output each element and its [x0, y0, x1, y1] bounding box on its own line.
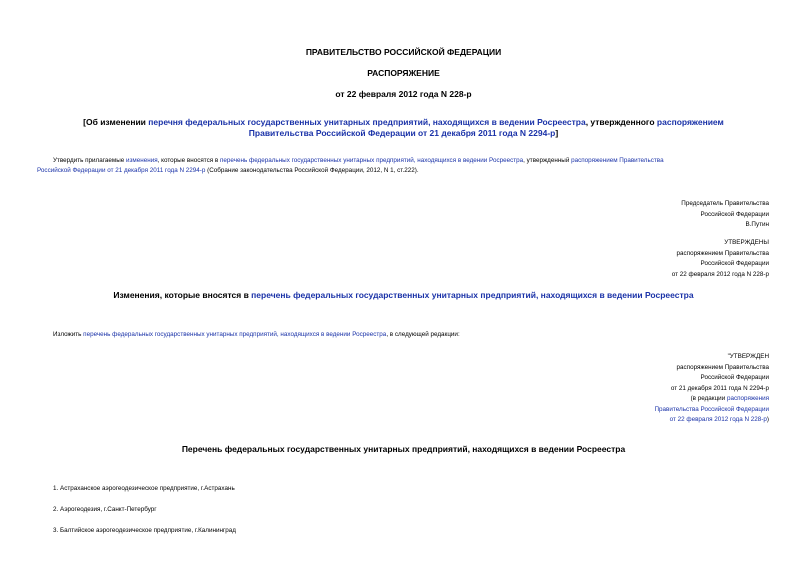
approved2-line6 [655, 405, 769, 416]
document-subject [0, 117, 807, 139]
body1-text-c: , утвержденный [523, 157, 572, 164]
approved2-line4: от 21 декабря 2011 года N 2294-р [670, 384, 769, 392]
body2-list-link[interactable]: перечень федеральных государственных унитарных предприятий, находящихся в ведении Росреестра [83, 331, 387, 338]
subject-order-link-cont[interactable]: Правительства Российской Федерации от 21 декабря 2011 года N 2294-р [248, 128, 556, 138]
approved2-line2: распоряжением Правительства [676, 363, 769, 371]
approved-line3: Российской Федерации [700, 260, 769, 267]
body1-text-d: (Собрание законодательства Российской Федерации, 2012, N 1, ст.222). [205, 167, 419, 174]
subject-open: [Об изменении [83, 117, 149, 127]
approved2-order-link-cont2[interactable]: от 22 февраля 2012 года N 228-р [669, 416, 767, 423]
signature-title: Председатель Правительства [681, 200, 769, 207]
order-link-cont[interactable]: Российской Федерации от 21 декабря 2011 года N 2294-р [37, 167, 206, 174]
changes-link[interactable]: изменения [126, 157, 158, 164]
list-item: 3. Балтийское аэрогеодезическое предприятие, г.Калининград [53, 527, 236, 534]
approved2-order-link[interactable]: распоряжения [726, 395, 769, 402]
subject-order-link[interactable]: распоряжением [656, 117, 724, 127]
list-item: 2. Аэрогеодезия, г.Санкт-Петербург [53, 506, 157, 513]
signature-block [681, 199, 769, 231]
subject-close: ] [555, 128, 559, 138]
approved-block [672, 238, 769, 280]
approved2-line5 [655, 394, 769, 405]
subject-mid: , утвержденного [585, 117, 657, 127]
changes-title-link[interactable]: перечень федеральных государственных унитарных предприятий, находящихся в ведении Росреестра [251, 290, 694, 300]
list-item: 1. Астраханское аэрогеодезическое предприятие, г.Астрахань [53, 485, 235, 492]
government-heading: ПРАВИТЕЛЬСТВО РОССИЙСКОЙ ФЕДЕРАЦИИ [305, 47, 502, 57]
signature-country: Российской Федерации [700, 210, 769, 218]
approved2-line5-pre: (в редакции [690, 395, 727, 402]
list-title: Перечень федеральных государственных унитарных предприятий, находящихся в ведении Росреестра [181, 444, 626, 454]
document-date-number: от 22 февраля 2012 года N 228-р [335, 89, 472, 99]
body-paragraph-2 [53, 331, 460, 338]
approved-line4: от 22 февраля 2012 года N 228-р [671, 270, 769, 278]
approved-line1: УТВЕРЖДЕНЫ [724, 239, 769, 246]
body2-text-a: Изложить [53, 331, 84, 338]
signature-name: В.Путин [745, 221, 769, 228]
body-paragraph-1-line1 [53, 157, 664, 164]
order-link[interactable]: распоряжением Правительства [571, 157, 664, 164]
subject-list-link[interactable]: перечня федеральных государственных унитарных предприятий, находящихся в ведении Росреестра [148, 117, 586, 127]
approved-block-2 [655, 352, 769, 426]
document-type: РАСПОРЯЖЕНИЕ [367, 68, 440, 78]
body1-text-a: Утвердить прилагаемые [53, 157, 126, 164]
changes-title-prefix: Изменения, которые вносятся в [113, 290, 252, 300]
approved-line2: распоряжением Правительства [676, 249, 769, 257]
body-paragraph-1-line2 [37, 167, 419, 174]
body2-text-b: , в следующей редакции: [386, 331, 460, 338]
approved2-order-link-cont1[interactable]: Правительства Российской Федерации [654, 405, 769, 413]
approved2-line3: Российской Федерации [700, 374, 769, 381]
body1-text-b: , которые вносятся в [157, 157, 221, 164]
approved2-line7 [655, 415, 769, 426]
approved2-line7-post: ) [766, 416, 769, 423]
list-link[interactable]: перечень федеральных государственных унитарных предприятий, находящихся в ведении Росреестра [220, 157, 524, 164]
approved2-line1: "УТВЕРЖДЕН [727, 353, 769, 360]
changes-title [0, 290, 807, 300]
